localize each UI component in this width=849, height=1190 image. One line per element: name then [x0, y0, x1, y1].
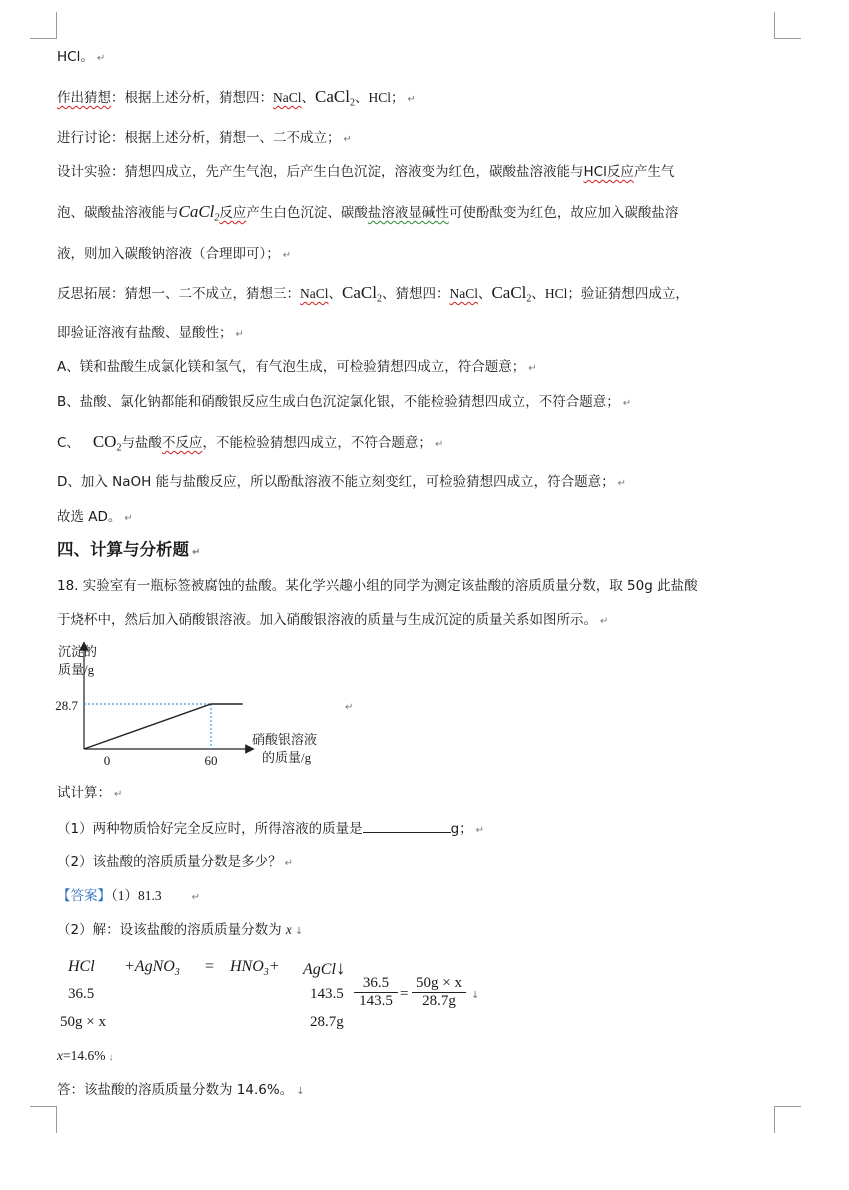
down-arrow-icon: ↓	[335, 958, 346, 979]
precipitate-mass-chart	[55, 640, 350, 780]
text-line: 进行讨论：根据上述分析，猜想一、二不成立； ↵	[57, 130, 352, 146]
eq-hcl: HCl	[68, 958, 95, 975]
question-1: （1）两种物质恰好完全反应时，所得溶液的质量是 g； ↵	[57, 818, 484, 841]
answer-tag: 【答案】	[57, 888, 111, 904]
x-axis-label-line2: 的质量/g	[262, 750, 312, 765]
text-line: 液，则加入碳酸钠溶液（合理即可）； ↵	[57, 246, 292, 262]
eq-agcl: AgCl↓	[303, 958, 346, 979]
text-line: B、盐酸、氯化钠都能和硝酸银反应生成白色沉淀氯化银，不能检验猜想四成立，不符合题意； ↵	[57, 394, 632, 410]
y-axis-label-line2: 质量/g	[58, 662, 95, 677]
text-line: A、镁和盐酸生成氯化镁和氢气，有气泡生成，可检验猜想四成立，符合题意； ↵	[57, 359, 537, 375]
x-tick-label-0: 0	[103, 753, 111, 768]
text-line: 反思拓展：猜想一、二不成立，猜想三：NaCl、CaCl$_2$、猜想四：NaCl、CaCl$_2$、HCl；验证猜想四成立，	[57, 283, 689, 305]
paragraph-mark-icon: ↵	[475, 825, 485, 836]
molar-mass-hcl: 36.5	[68, 986, 95, 1002]
paragraph-mark-icon: ↵	[114, 789, 123, 800]
final-answer: 答：该盐酸的溶质质量分数为 14.6%。 ↓	[57, 1082, 305, 1098]
paragraph-mark-icon: ↵	[191, 892, 201, 903]
text-line: D、加入 NaOH 能与盐酸反应，所以酚酞溶液不能立刻变红，可检验猜想四成立，符合题意； ↵	[57, 474, 627, 490]
paragraph-mark-icon: ↵	[407, 94, 416, 105]
series-line-precipitate	[84, 704, 243, 749]
paragraph-mark-icon: ↓	[471, 990, 480, 1001]
x-tick-label-60: 60	[204, 753, 218, 768]
actual-mass-agcl: 28.7g	[310, 1014, 344, 1030]
paragraph-mark-icon: ↓	[294, 926, 304, 937]
text-line: 泡、碳酸盐溶液能与CaCl$_2$反应产生白色沉淀、碳酸盐溶液显碱性可使酚酞变为红色，故应加入碳酸盐溶	[57, 202, 679, 224]
text-line: 作出猜想：根据上述分析，猜想四：NaCl、CaCl$_2$、HCl； ↵	[57, 87, 416, 109]
text-line: 试计算： ↵	[57, 785, 123, 801]
corner-mark-bottom-left	[30, 1106, 57, 1133]
paragraph-mark-icon: ↵	[434, 439, 444, 450]
paragraph-mark-icon: ↵	[528, 363, 537, 374]
paragraph-mark-icon: ↓	[296, 1086, 305, 1097]
answer-line: 【答案】（1）81.3 ↵	[57, 888, 201, 904]
y-tick-label-28.7: 28.7	[55, 698, 78, 713]
corner-mark-top-right	[774, 12, 801, 39]
paragraph-mark-icon: ↵	[192, 547, 201, 558]
fraction-molar: 36.5 143.5	[354, 975, 398, 1010]
paragraph-mark-icon: ↵	[282, 250, 292, 261]
text-line: 18. 实验室有一瓶标签被腐蚀的盐酸。某化学兴趣小组的同学为测定该盐酸的溶质质量分数，取 50g 此盐酸	[57, 578, 698, 594]
eq-agno3: +AgNO$_3$	[124, 958, 180, 979]
eq-hno3: $HNO_3+$	[230, 958, 280, 979]
fraction-equals: =	[400, 986, 409, 1002]
eq-equals: =	[205, 958, 215, 975]
molar-mass-agcl: 143.5	[310, 986, 344, 1002]
paragraph-mark-icon: ↵	[284, 858, 293, 869]
paragraph-mark-icon: ↵	[345, 702, 354, 713]
paragraph-mark-icon: ↵	[617, 478, 627, 489]
text-line: C、 $CO_2$与盐酸不反应，不能检验猜想四成立，不符合题意； ↵	[57, 432, 444, 454]
x-axis-label-line1: 硝酸银溶液	[252, 732, 318, 747]
y-axis-label-line1: 沉淀的	[58, 644, 98, 659]
corner-mark-top-left	[30, 12, 57, 39]
paragraph-mark-icon: ↵	[622, 398, 632, 409]
actual-mass-hcl: 50g × x	[60, 1014, 106, 1030]
paragraph-mark-icon: ↓	[108, 1052, 114, 1063]
paragraph-mark-icon: ↵	[235, 329, 244, 340]
text-line: 于烧杯中，然后加入硝酸银溶液。加入硝酸银溶液的质量与生成沉淀的质量关系如图所示。 ↵	[57, 612, 609, 628]
text-line: HCl。 ↵	[57, 49, 106, 65]
question-2: （2）该盐酸的溶质质量分数是多少？ ↵	[57, 854, 293, 870]
paragraph-mark-icon: ↵	[124, 513, 133, 524]
result-line: x=14.6% ↓	[57, 1048, 114, 1063]
fraction-actual: 50g × x 28.7g	[412, 975, 466, 1010]
answer-blank[interactable]	[363, 818, 451, 833]
text-line: 即验证溶液有盐酸、显酸性； ↵	[57, 325, 244, 341]
corner-mark-bottom-right	[774, 1106, 801, 1133]
text-line: 故选 AD。 ↵	[57, 509, 133, 525]
paragraph-mark-icon: ↵	[96, 53, 106, 64]
text-line: 设计实验：猜想四成立，先产生气泡，后产生白色沉淀，溶液变为红色，碳酸盐溶液能与HCl反应产生气	[57, 164, 675, 180]
paragraph-mark-icon: ↵	[343, 134, 352, 145]
solution-intro: （2）解：设该盐酸的溶质质量分数为 x ↓	[57, 922, 304, 938]
section-heading: 四、计算与分析题 ↵	[57, 540, 201, 559]
paragraph-mark-icon: ↵	[600, 616, 609, 627]
